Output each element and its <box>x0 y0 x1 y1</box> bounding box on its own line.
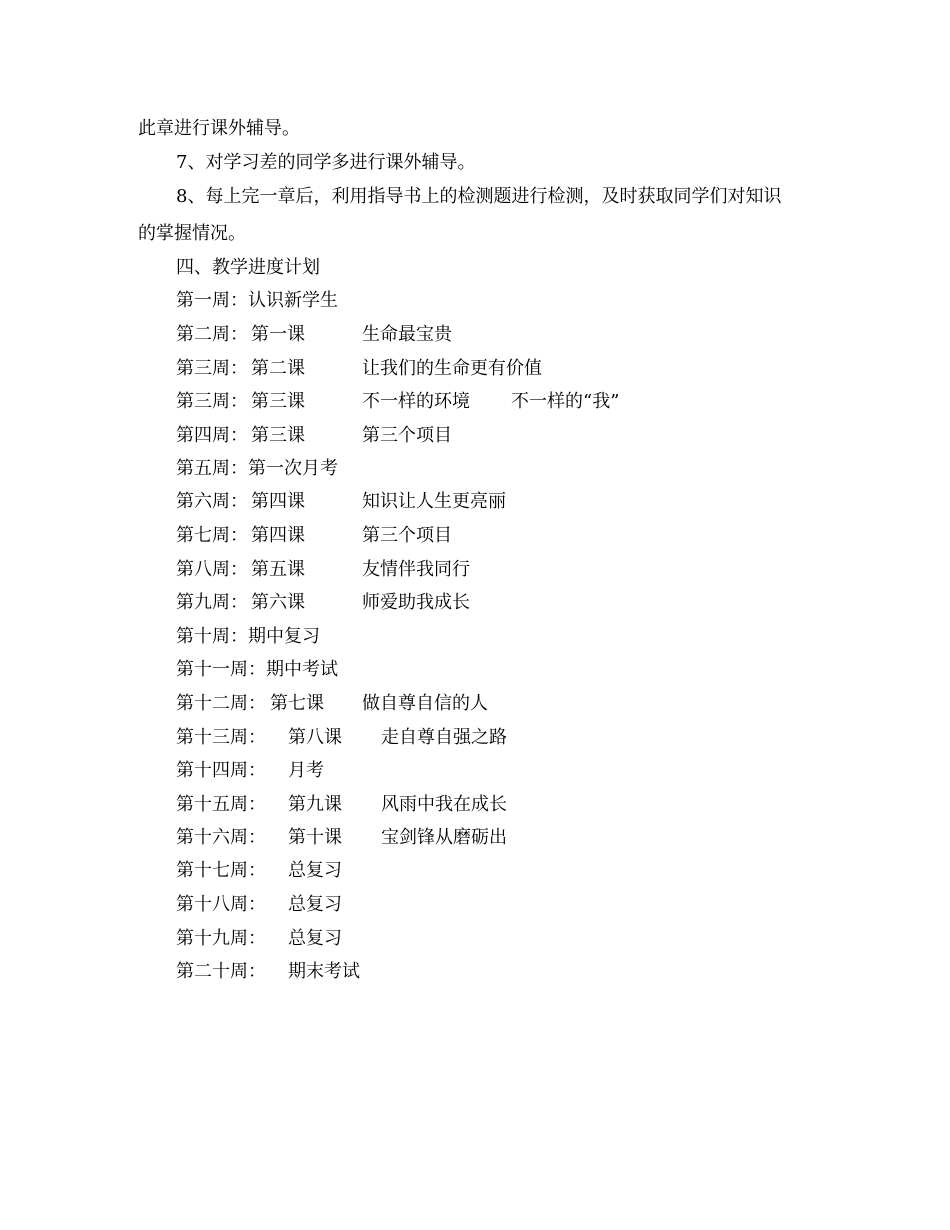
schedule-lesson: 总复习 <box>288 860 342 881</box>
schedule-topic: 不一样的环境 <box>362 391 470 412</box>
schedule-topic: 做自尊自信的人 <box>362 693 488 714</box>
schedule-week: 第八周： <box>176 559 248 580</box>
schedule-topic: 让我们的生命更有价值 <box>362 358 542 379</box>
schedule-lesson: 第八课 <box>288 727 342 748</box>
section-heading: 四、教学进度计划 <box>176 257 320 278</box>
schedule-lesson: 第十课 <box>288 827 342 848</box>
schedule-lesson: 第一课 <box>251 324 305 345</box>
schedule-lesson: 第六课 <box>251 592 305 613</box>
schedule-week: 第十一周：期中考试 <box>176 659 338 680</box>
schedule-topic: 走自尊自强之路 <box>381 727 507 748</box>
schedule-lesson: 第七课 <box>270 693 324 714</box>
schedule-week: 第三周： <box>176 391 248 412</box>
schedule-week: 第三周： <box>176 358 248 379</box>
schedule-week: 第七周： <box>176 525 248 546</box>
schedule-week: 第六周： <box>176 491 248 512</box>
schedule-week: 第十四周： <box>176 760 266 781</box>
schedule-topic: 第三个项目 <box>362 425 452 446</box>
schedule-topic: 知识让人生更亮丽 <box>362 491 506 512</box>
schedule-lesson: 第二课 <box>251 358 305 379</box>
schedule-week: 第十七周： <box>176 860 266 881</box>
schedule-topic: 宝剑锋从磨砺出 <box>381 827 507 848</box>
schedule-week: 第十二周： <box>176 693 266 714</box>
schedule-week: 第二十周： <box>176 961 266 982</box>
schedule-topic: 生命最宝贵 <box>362 324 452 345</box>
schedule-lesson: 第三课 <box>251 391 305 412</box>
schedule-lesson: 第三课 <box>251 425 305 446</box>
schedule-lesson: 第四课 <box>251 525 305 546</box>
schedule-lesson: 总复习 <box>288 928 342 949</box>
schedule-lesson: 月考 <box>288 760 324 781</box>
schedule-week: 第十周：期中复习 <box>176 626 320 647</box>
paragraph-text: 此章进行课外辅导。 <box>138 118 300 139</box>
schedule-week: 第二周： <box>176 324 248 345</box>
schedule-lesson: 期末考试 <box>288 961 360 982</box>
schedule-lesson: 总复习 <box>288 894 342 915</box>
paragraph-text: 的掌握情况。 <box>138 223 246 244</box>
schedule-week: 第四周： <box>176 425 248 446</box>
paragraph-text: 7、对学习差的同学多进行课外辅导。 <box>176 152 476 173</box>
schedule-lesson: 第四课 <box>251 491 305 512</box>
schedule-extra: 不一样的“我” <box>511 391 620 412</box>
schedule-week: 第十三周： <box>176 727 266 748</box>
schedule-week: 第十八周： <box>176 894 266 915</box>
schedule-lesson: 第五课 <box>251 559 305 580</box>
schedule-week: 第十六周： <box>176 827 266 848</box>
schedule-topic: 第三个项目 <box>362 525 452 546</box>
schedule-topic: 友情伴我同行 <box>362 559 470 580</box>
schedule-week: 第九周： <box>176 592 248 613</box>
schedule-week: 第十九周： <box>176 928 266 949</box>
schedule-topic: 师爱助我成长 <box>362 592 470 613</box>
schedule-lesson: 第九课 <box>288 794 342 815</box>
schedule-week: 第五周：第一次月考 <box>176 458 338 479</box>
paragraph-text: 8、每上完一章后，利用指导书上的检测题进行检测，及时获取同学们对知识 <box>176 186 782 207</box>
schedule-week: 第十五周： <box>176 794 266 815</box>
schedule-topic: 风雨中我在成长 <box>381 794 507 815</box>
schedule-week: 第一周：认识新学生 <box>176 290 338 311</box>
